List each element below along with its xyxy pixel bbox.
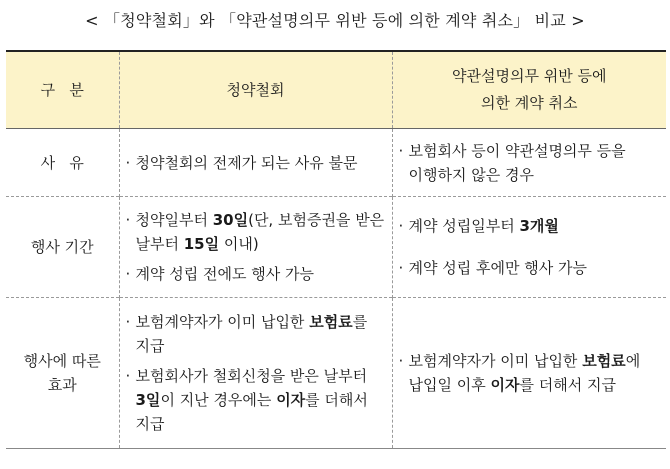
cell-reason-withdrawal [119, 129, 392, 197]
cell-reason-cancel [392, 129, 666, 197]
table-row [6, 197, 666, 298]
table-header-row [6, 51, 666, 129]
row-label-period [6, 197, 119, 298]
period-withdrawal-policy-days: 15일 [183, 235, 220, 253]
list-item [126, 208, 388, 256]
header-withdrawal [119, 51, 392, 129]
row-label-reason-text: 사 유 [40, 153, 84, 172]
cell-effect-withdrawal [119, 298, 392, 449]
effect-withdrawal-days: 3일 [135, 391, 161, 409]
cell-effect-cancel [392, 298, 666, 449]
header-cancel-line1: 약관설명의무 위반 등에 [452, 67, 607, 85]
effect-cancel-text-c: 에 납입일 이후 [408, 352, 641, 394]
effect-cancel-interest: 이자 [490, 376, 520, 394]
list-item [126, 310, 388, 358]
header-category [6, 51, 119, 129]
reason-cancel-text: 보험회사 등이 약관설명의무 등을 이행하지 않은 경우 [408, 141, 626, 184]
row-label-effect-line2: 효과 [47, 376, 77, 394]
list-item [399, 256, 663, 280]
list-item [126, 262, 388, 286]
list-item [399, 349, 663, 397]
list-item [126, 364, 388, 436]
table-row [6, 129, 666, 197]
cell-period-cancel [392, 197, 666, 298]
period-withdrawal-days: 30일 [212, 211, 249, 229]
period-withdrawal-before: 계약 성립 전에도 행사 가능 [135, 265, 314, 283]
effect-withdrawal-text-a: 보험계약자가 이미 납입한 [135, 313, 310, 331]
list-item [399, 214, 663, 238]
header-category-label: 구 분 [40, 80, 84, 99]
list-item [399, 139, 663, 187]
header-cancel-line2: 의한 계약 취소 [481, 94, 578, 112]
row-label-effect-line1: 행사에 따른 [23, 352, 101, 370]
list-item [126, 151, 388, 175]
period-cancel-text-a: 계약 성립일부터 [408, 217, 520, 235]
effect-cancel-text-a: 보험계약자가 이미 납입한 [408, 352, 583, 370]
period-withdrawal-text-c: (단, 보험증권을 받은 날부터 [135, 211, 385, 253]
row-label-reason [6, 129, 119, 197]
table-row [6, 298, 666, 449]
reason-withdrawal-text: 청약철회의 전제가 되는 사유 불문 [135, 153, 358, 172]
effect-withdrawal-text-c: 를 지급 [135, 313, 368, 355]
header-withdrawal-label: 청약철회 [226, 80, 285, 99]
period-withdrawal-text-e: 이내) [219, 235, 259, 253]
effect-cancel-text-e: 를 더해서 지급 [519, 376, 616, 394]
page-title: < 「청약철회」와 「약관설명의무 위반 등에 의한 계약 취소」 비교 > [85, 11, 585, 30]
cell-period-withdrawal [119, 197, 392, 298]
comparison-table [6, 50, 666, 449]
effect-withdrawal-interest: 이자 [276, 391, 306, 409]
period-cancel-after: 계약 성립 후에만 행사 가능 [408, 259, 587, 277]
row-label-period-text: 행사 기간 [30, 238, 94, 256]
effect-withdrawal-text-2a: 보험회사가 철회신청을 받은 날부터 [135, 367, 368, 385]
period-cancel-months: 3개월 [519, 217, 559, 235]
row-label-effect [6, 298, 119, 449]
effect-withdrawal-premium: 보험료 [309, 313, 353, 331]
period-withdrawal-text-a: 청약일부터 [135, 211, 213, 229]
effect-cancel-premium: 보험료 [582, 352, 626, 370]
effect-withdrawal-text-2c: 이 지난 경우에는 [160, 391, 277, 409]
effect-withdrawal-text-2e: 를 더해서 지급 [135, 391, 368, 433]
header-contract-cancel [392, 51, 666, 129]
